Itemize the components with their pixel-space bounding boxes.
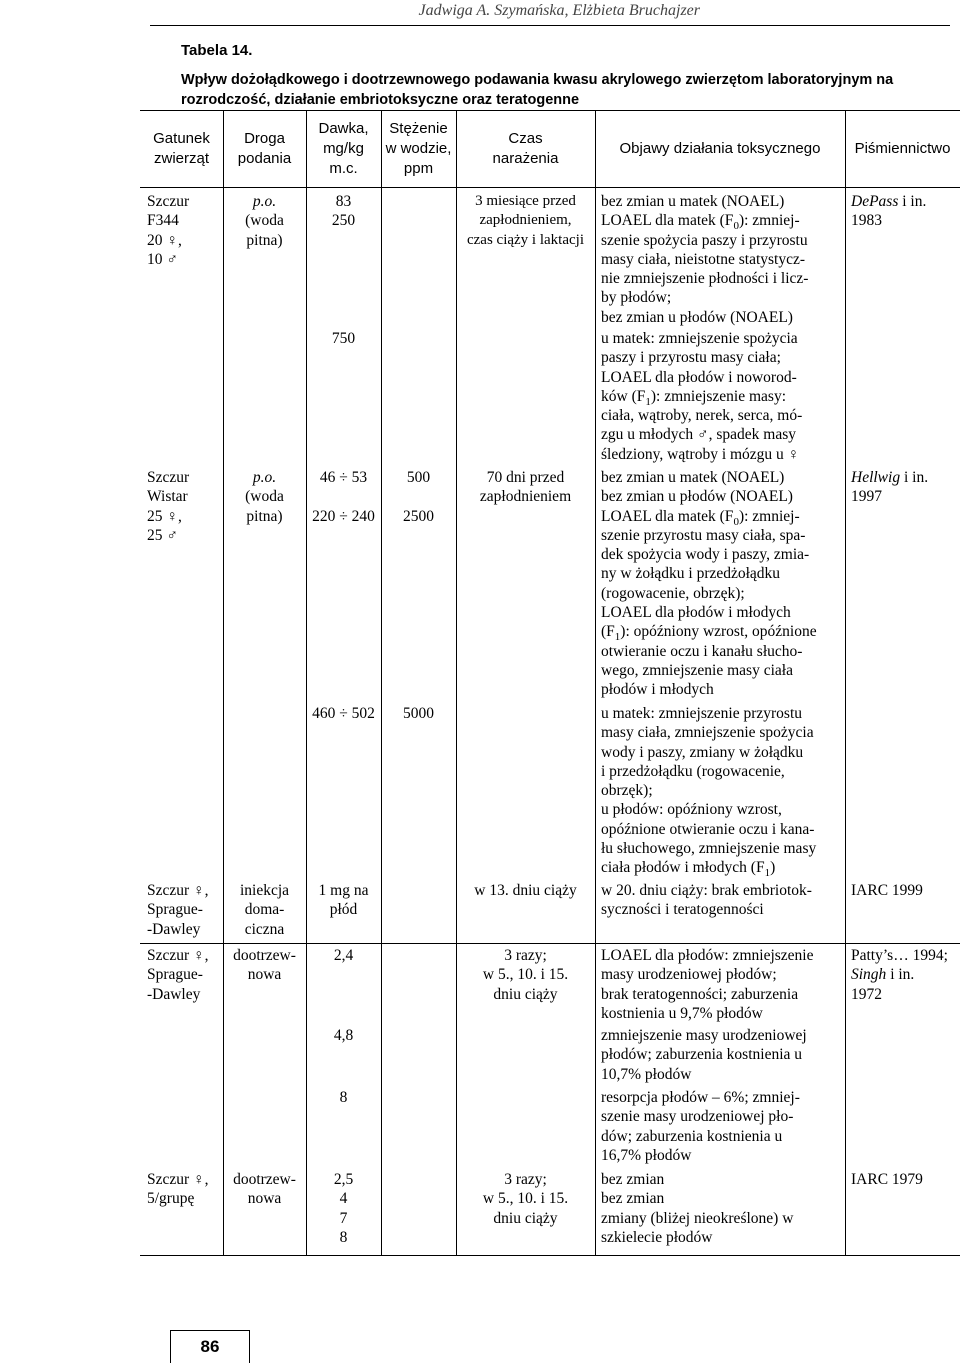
row1-ref-rest: i in. 1983 [851, 193, 927, 230]
row3-exposure: w 13. dniu ciąży [474, 882, 577, 899]
row2-effects-a3: ): opóźniony wzrost, opóźnione otwieranie oczu i kanału słucho- wego, zmniejszenie masy ciała płodów i młodych [601, 623, 817, 699]
row1-effects-a2: ): zmniej- szenie spożycia paszy i przyrostu masy ciała, nieistotne statystycz- nie zmniejszenie płodności i licz- by płodów; bez zmian u płodów (NOAEL) [601, 212, 809, 326]
row1-route [223, 192, 306, 250]
row5-dose: 2,5 4 7 8 [333, 1171, 354, 1246]
row2-species: Szczur Wistar 25 ♀, 25 ♂ [147, 469, 190, 544]
table-title: Wpływ dożołądkowego i dootrzewnowego podawania kwasu akrylowego zwierzętom laboratoryjnym na rozrodczość, działanie embriotoksyczne oraz teratogenne [181, 72, 894, 108]
row2-exposure: 70 dni przed zapłodnieniem [479, 469, 572, 506]
row4-ref-rest: i in. 1972 [851, 966, 915, 1003]
row1-effects-b [601, 329, 845, 464]
toxicity-table [140, 110, 960, 1256]
row4-dose-b: 4,8 [333, 1027, 354, 1044]
header-dose: Dawka, mg/kg m.c. [318, 120, 369, 177]
row2-dose-b: 460 ÷ 502 [312, 705, 375, 722]
row2-conc-a: 500 2500 [403, 469, 434, 525]
col-divider [306, 111, 307, 1255]
row2-route-sub: (woda pitna) [245, 488, 284, 525]
header-species: Gatunek zwierząt [153, 130, 210, 167]
row1-ref-author: DePass [851, 193, 899, 210]
row4-route: dootrzew- nowa [233, 947, 296, 984]
page-number: 86 [170, 1330, 250, 1363]
row4-effects-a: LOAEL dla płodów: zmniejszenie masy urodzeniowej płodów; brak teratogenności; zaburzenia kostnienia u 9,7% płodów [601, 947, 814, 1022]
row2-effects-a1-sub: 0 [733, 515, 739, 528]
header-route: Droga podania [237, 130, 292, 167]
row1-effects-a1: bez zmian u matek (NOAEL) LOAEL dla matek (F [601, 193, 785, 230]
row2-reference [851, 468, 959, 507]
row1-route-sub: (woda pitna) [245, 212, 284, 249]
row4-ref-author: Singh [851, 966, 887, 984]
col-divider [845, 111, 846, 1255]
row1-dose-b: 750 [331, 330, 356, 347]
row5-exposure: 3 razy; w 5., 10. i 15. dniu ciąży [482, 1171, 569, 1227]
row1-effects-a1-sub: 0 [733, 220, 739, 233]
row4-ref-line1: Patty’s… 1994; [851, 947, 948, 964]
header-exposure: Czas narażenia [492, 130, 559, 167]
row4-species: Szczur ♀, Sprague- -Dawley [147, 947, 209, 1003]
row4-exposure: 3 razy; w 5., 10. i 15. dniu ciąży [482, 947, 569, 1003]
row2-effects-a2: ): zmniej- szenie przyrostu masy ciała, spa- dek spożycia wody i paszy, zmia- ny w żołądku i przedżołądku (rogowacenie, obrzęk); LOAEL dla płodów i młodych (F [601, 507, 810, 641]
row5-effects: bez zmian bez zmian zmiany (bliżej nieokreślone) w szkielecie płodów [601, 1171, 794, 1246]
row2-effects-a [601, 468, 845, 700]
row4-dose-a: 2,4 [333, 947, 354, 964]
row2-effects-a2-sub: 1 [614, 631, 621, 644]
row1-exposure: 3 miesiące przed zapłodnieniem, czas ciąży i laktacji [466, 193, 584, 248]
row2-dose-a: 46 ÷ 53 220 ÷ 240 [312, 469, 375, 525]
row2-route [223, 468, 306, 526]
col-divider [595, 111, 596, 1255]
running-head: Jadwiga A. Szymańska, Elżbieta Bruchajzer [150, 0, 950, 26]
header-divider [140, 187, 960, 188]
row2-effects-b1: u matek: zmniejszenie przyrostu masy ciała, zmniejszenie spożycia wody i paszy, zmiany w żołądku i przedżołądku (rogowacenie, obrzęk); u płodów: opóźniony wzrost, opóźnione otwieranie oczu i kana- łu słuchowego, zmniejszenie masy ciała płodów i młodych (F [601, 705, 817, 877]
header-effects: Objawy działania toksycznego [619, 140, 821, 157]
row2-conc-b: 5000 [403, 705, 434, 722]
col-divider [223, 111, 224, 1255]
row1-species: Szczur F344 20 ♀, 10 ♂ [147, 193, 190, 268]
row5-reference: IARC 1979 [851, 1171, 923, 1188]
row1-effects-b2: ): zmniejszenie masy: ciała, wątroby, nerek, serca, mó- zgu u młodych ♂, spadek masy śledziony, wątroby i mózgu u ♀ [601, 387, 803, 463]
row-divider [140, 943, 960, 944]
row2-ref-rest: i in. 1997 [851, 469, 929, 506]
row3-dose: 1 mg na płód [318, 882, 369, 919]
row3-species: Szczur ♀, Sprague- -Dawley [147, 882, 209, 938]
row1-effects-b1: u matek: zmniejszenie spożycia paszy i przyrostu masy ciała; LOAEL dla płodów i noworod- ków (F [601, 330, 798, 405]
row1-reference [851, 192, 959, 231]
row2-ref-author: Hellwig [851, 469, 901, 486]
row5-species: Szczur ♀, 5/grupę [147, 1171, 209, 1208]
row3-effects: w 20. dniu ciąży: brak embriotok- syczności i teratogenności [601, 882, 812, 919]
row4-dose-c: 8 [339, 1089, 348, 1106]
row2-effects-b [601, 704, 845, 878]
row1-dose-a: 83 250 [331, 193, 356, 230]
row4-effects-b: zmniejszenie masy urodzeniowej płodów; zaburzenia kostnienia u 10,7% płodów [601, 1027, 807, 1083]
row2-effects-b2: ) [770, 859, 776, 877]
header-references: Piśmiennictwo [854, 140, 951, 157]
row1-route-main: p.o. [252, 193, 277, 210]
row1-effects-b1-sub: 1 [645, 395, 651, 408]
header-concentration: Stężenie w wodzie, ppm [385, 120, 452, 177]
row5-route: dootrzew- nowa [233, 1171, 296, 1208]
table-label: Tabela 14. [181, 42, 253, 59]
col-divider [381, 111, 382, 1255]
row4-reference [851, 946, 959, 1004]
row2-effects-a1: bez zmian u matek (NOAEL) bez zmian u płodów (NOAEL) LOAEL dla matek (F [601, 469, 793, 525]
row4-effects-c: resorpcja płodów – 6%; zmniej- szenie masy urodzeniowej pło- dów; zaburzenia kostnienia u 16,7% płodów [601, 1089, 800, 1164]
row2-effects-b1-sub: 1 [764, 867, 771, 880]
col-divider [456, 111, 457, 1255]
row3-route: iniekcja doma- ciczna [239, 882, 290, 938]
row3-reference: IARC 1999 [851, 882, 923, 899]
row2-route-main: p.o. [252, 469, 277, 486]
row1-effects-a [601, 192, 845, 327]
